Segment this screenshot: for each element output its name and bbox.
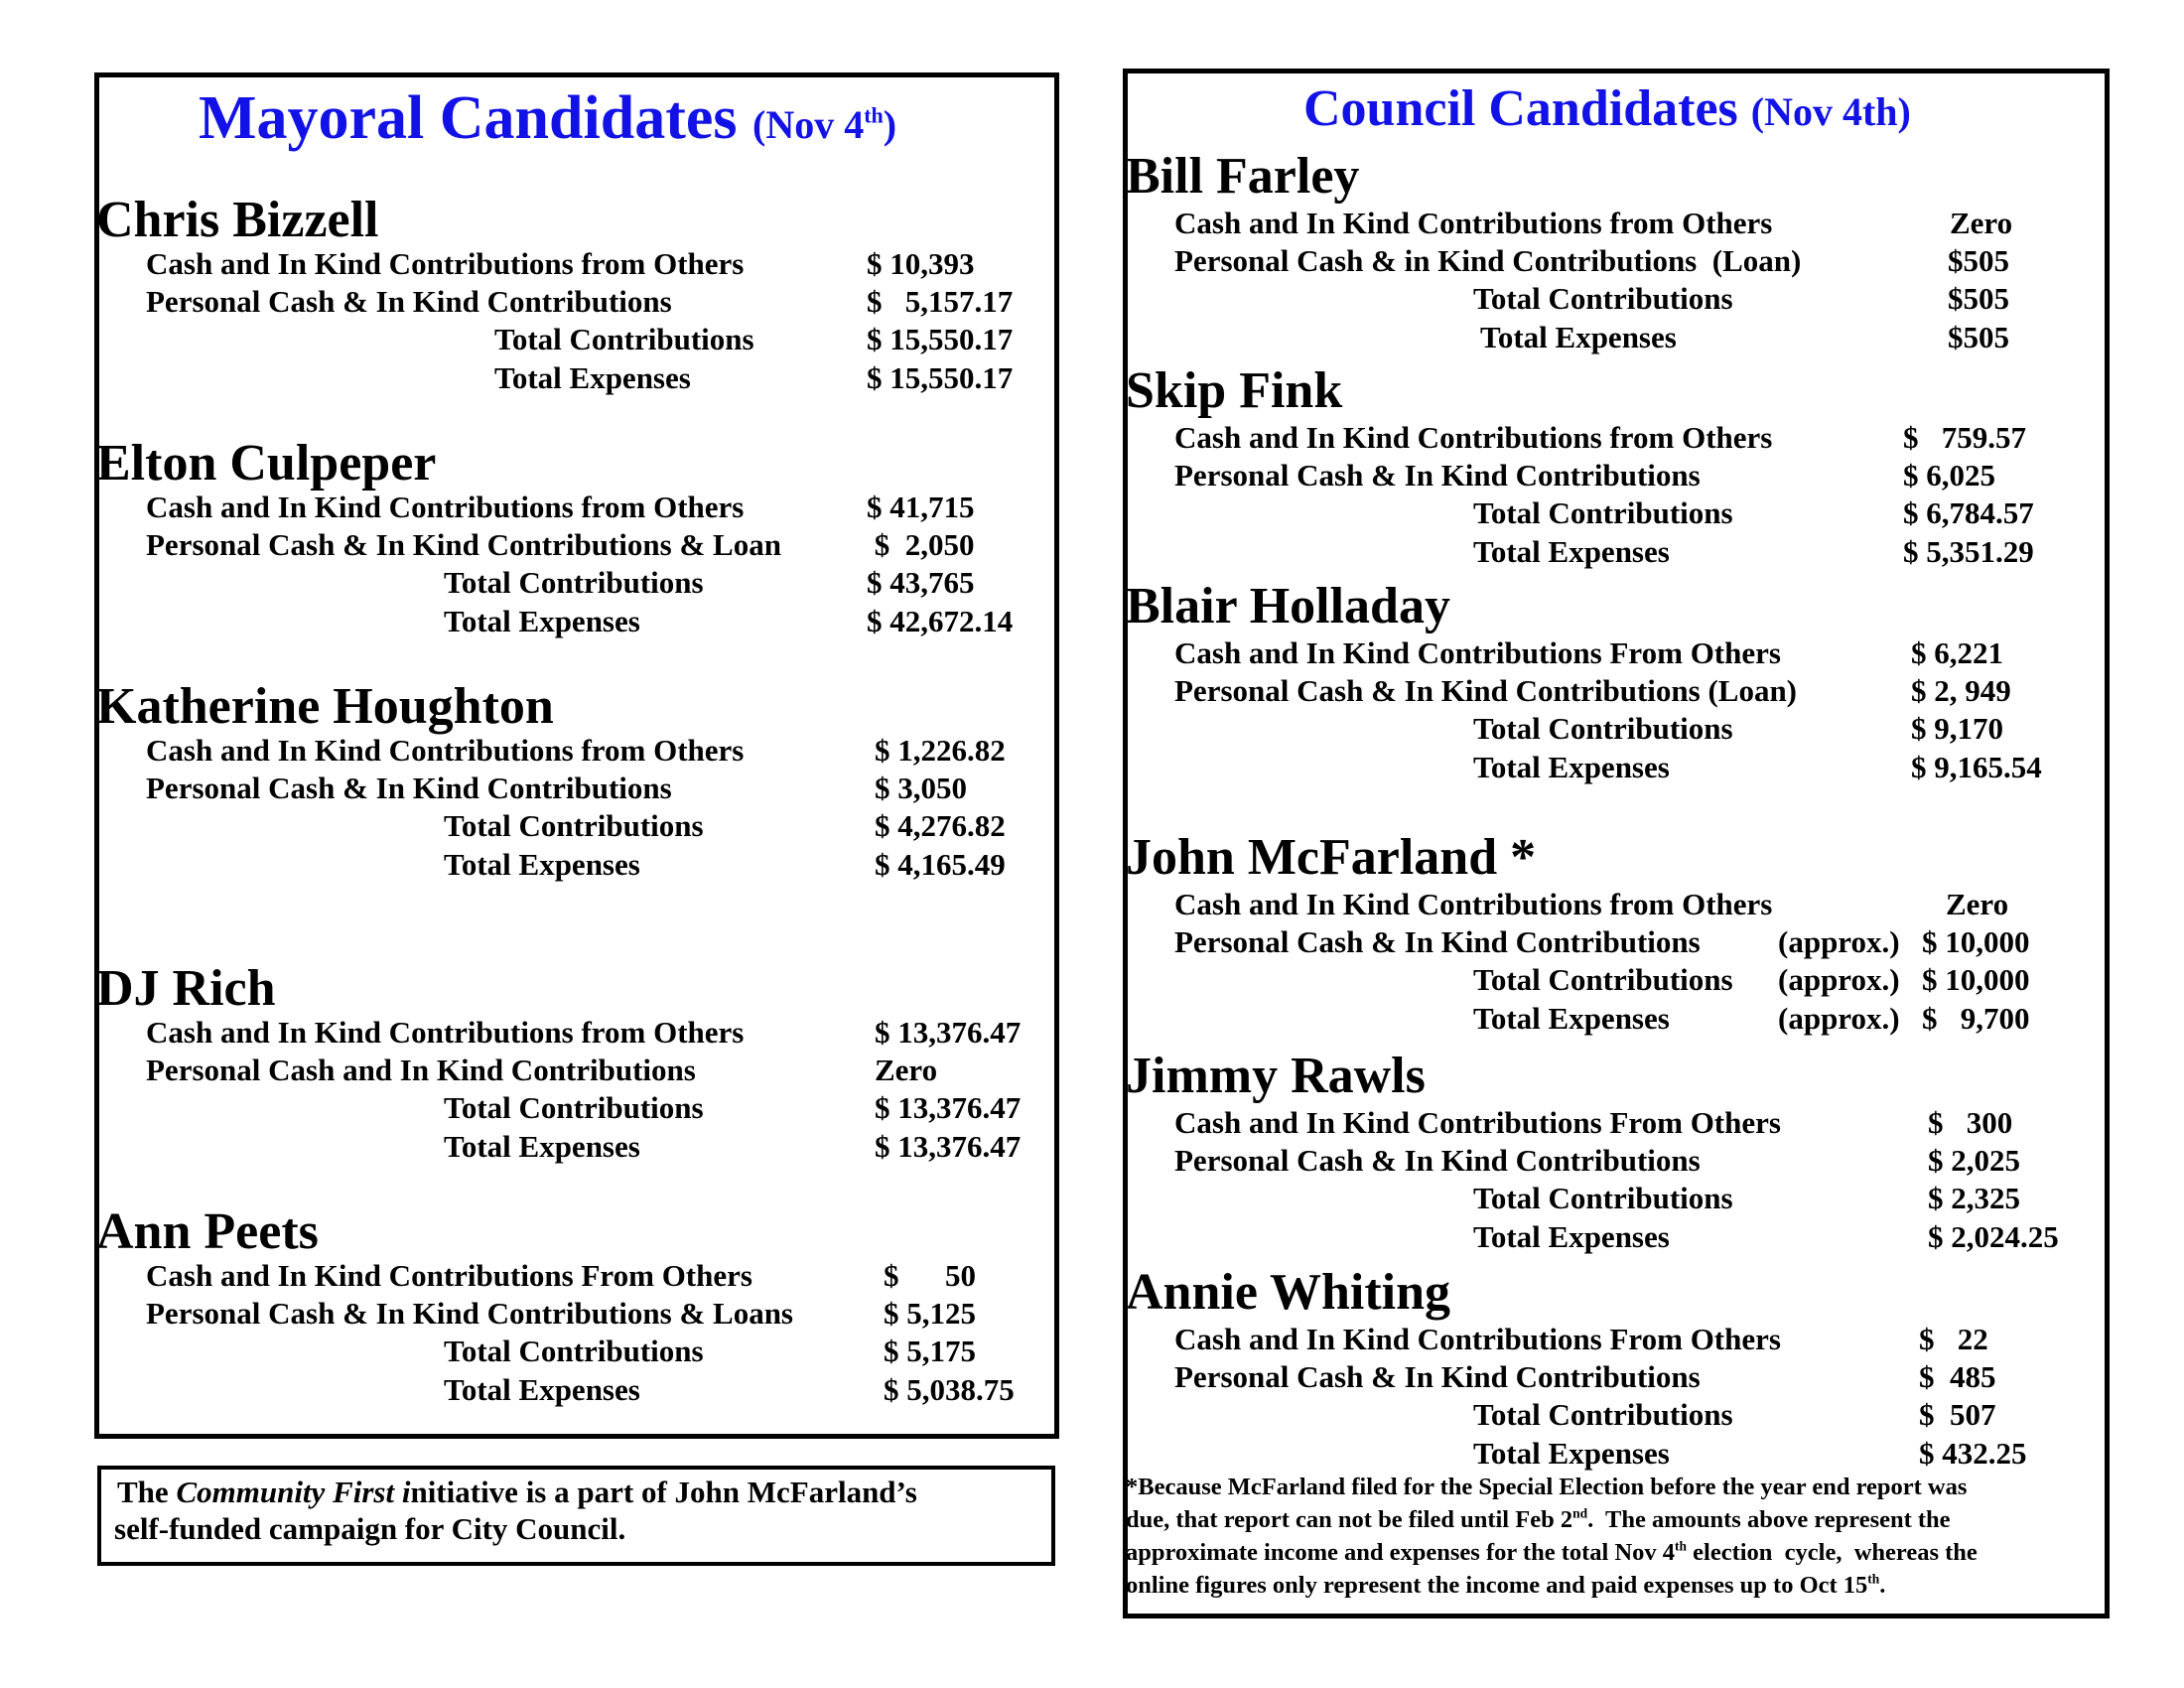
approx-qualifier: (approx.)	[1778, 924, 1900, 959]
finance-value: $ 2,024.25	[1928, 1219, 2059, 1254]
note-line-2: self-funded campaign for City Council.	[114, 1511, 626, 1546]
finance-value: $ 2, 949	[1911, 673, 2011, 708]
candidate-name: Blair Holladay	[1126, 578, 1450, 634]
date-prefix: (Nov 4	[752, 102, 865, 147]
finance-label: Cash and In Kind Contributions from Others	[1174, 206, 1773, 240]
finance-value: $ 3,050	[875, 771, 967, 805]
finance-label: Total Expenses	[1473, 534, 1670, 569]
finance-value: $ 4,276.82	[875, 808, 1006, 843]
finance-label: Total Expenses	[444, 847, 640, 882]
finance-label: Total Expenses	[444, 604, 640, 638]
finance-label: Total Contributions	[1473, 1181, 1733, 1215]
finance-value: $ 507	[1919, 1397, 1996, 1432]
finance-label: Total Contributions	[1473, 281, 1733, 316]
finance-value: $ 485	[1919, 1359, 1996, 1394]
finance-value: $ 13,376.47	[875, 1015, 1022, 1050]
fn3-post: election cycle, whereas the	[1687, 1539, 1978, 1566]
note-post: nitiative is a part of John McFarland’s	[410, 1475, 917, 1509]
finance-value: $ 6,221	[1911, 635, 2003, 670]
finance-value: $ 5,038.75	[884, 1372, 1015, 1407]
fn4-pre: online figures only represent the income and paid expenses up to Oct 15	[1126, 1572, 1868, 1599]
finance-value: $ 6,784.57	[1903, 495, 2034, 530]
finance-value: $ 10,000	[1922, 924, 2030, 959]
finance-label: Total Expenses	[494, 360, 691, 395]
mayoral-title-date	[752, 102, 896, 147]
finance-value: $ 41,715	[867, 490, 975, 524]
finance-value: $ 9,700	[1922, 1001, 2030, 1036]
finance-value: $ 9,165.54	[1911, 750, 2042, 784]
note-italic: Community First i	[176, 1475, 411, 1509]
finance-value: $ 5,351.29	[1903, 534, 2034, 569]
finance-label: Cash and In Kind Contributions from Others	[146, 246, 745, 281]
finance-value: Zero	[1950, 206, 2013, 240]
candidate-name: Jimmy Rawls	[1126, 1048, 1426, 1104]
footnote-line-2	[1126, 1505, 1951, 1533]
finance-value: $ 9,170	[1911, 711, 2003, 746]
finance-label: Total Expenses	[444, 1372, 640, 1407]
candidate-name: Skip Fink	[1126, 362, 1343, 419]
candidate-name: Bill Farley	[1126, 148, 1360, 205]
finance-value: $ 15,550.17	[867, 322, 1014, 356]
finance-value: $ 5,157.17	[867, 284, 1014, 319]
finance-value: $ 42,672.14	[867, 604, 1014, 638]
finance-label: Cash and In Kind Contributions From Others	[1174, 1105, 1781, 1140]
finance-label: Total Expenses	[1480, 320, 1677, 354]
finance-label: Cash and In Kind Contributions from Others	[146, 733, 745, 768]
finance-value: $505	[1948, 281, 2009, 316]
mayoral-title	[199, 84, 897, 152]
finance-value: Zero	[875, 1053, 938, 1087]
council-title-text: Council Candidates	[1303, 80, 1738, 137]
finance-value: $ 5,125	[884, 1296, 976, 1331]
mayoral-title-text: Mayoral Candidates	[199, 84, 738, 152]
finance-label: Cash and In Kind Contributions from Others	[1174, 420, 1773, 455]
finance-label: Personal Cash & In Kind Contributions (Loan)	[1174, 673, 1798, 708]
fn3-pre: approximate income and expenses for the total Nov 4	[1126, 1539, 1676, 1566]
finance-label: Total Expenses	[1473, 1001, 1670, 1036]
fn4-post: .	[1879, 1572, 1886, 1599]
candidate-name: Elton Culpeper	[96, 435, 437, 492]
finance-value: $505	[1948, 243, 2009, 278]
fn2-sup: nd	[1572, 1505, 1588, 1521]
approx-qualifier: (approx.)	[1778, 1001, 1900, 1036]
finance-value: $ 15,550.17	[867, 360, 1014, 395]
finance-label: Total Contributions	[494, 322, 754, 356]
finance-label: Total Contributions	[1473, 711, 1733, 746]
finance-value: $ 4,165.49	[875, 847, 1006, 882]
finance-label: Personal Cash & In Kind Contributions	[1174, 1143, 1701, 1178]
finance-label: Total Expenses	[1473, 1219, 1670, 1254]
finance-value: $ 300	[1928, 1105, 2013, 1140]
finance-label: Personal Cash & In Kind Contributions	[1174, 1359, 1701, 1394]
finance-value: $ 13,376.47	[875, 1090, 1022, 1125]
finance-value: $ 432.25	[1919, 1436, 2027, 1471]
candidate-name: Katherine Houghton	[96, 678, 554, 735]
footnote-line-3	[1126, 1538, 1978, 1566]
finance-label: Personal Cash & In Kind Contributions & Loan	[146, 527, 781, 562]
finance-label: Personal Cash & In Kind Contributions & Loans	[146, 1296, 793, 1331]
finance-label: Total Contributions	[444, 565, 704, 600]
finance-value: $ 2,325	[1928, 1181, 2020, 1215]
finance-value: $ 22	[1919, 1322, 1988, 1356]
finance-value: $ 5,175	[884, 1334, 976, 1368]
finance-value: $ 2,050	[867, 527, 975, 562]
finance-label: Total Expenses	[1473, 1436, 1670, 1471]
fn3-sup: th	[1675, 1538, 1688, 1554]
finance-label: Total Expenses	[444, 1129, 640, 1164]
finance-value: $ 50	[884, 1258, 976, 1293]
finance-value: $ 1,226.82	[875, 733, 1006, 768]
finance-value: Zero	[1946, 887, 2009, 921]
candidate-name: Ann Peets	[96, 1203, 319, 1260]
fn4-sup: th	[1867, 1571, 1880, 1587]
finance-label: Total Contributions	[444, 1334, 704, 1368]
approx-qualifier: (approx.)	[1778, 962, 1900, 997]
finance-value: $ 43,765	[867, 565, 975, 600]
finance-label: Cash and In Kind Contributions from Others	[146, 1015, 745, 1050]
fn2-pre: due, that report can not be filed until Feb 2	[1126, 1506, 1573, 1533]
candidate-name: Annie Whiting	[1126, 1264, 1451, 1321]
finance-label: Total Contributions	[444, 1090, 704, 1125]
finance-label: Personal Cash and In Kind Contributions	[146, 1053, 696, 1087]
date-suffix: )	[883, 102, 897, 147]
candidate-name: John McFarland *	[1126, 829, 1537, 886]
finance-value: $ 10,393	[867, 246, 975, 281]
candidate-name: Chris Bizzell	[96, 192, 379, 248]
finance-label: Total Contributions	[1473, 962, 1733, 997]
finance-label: Cash and In Kind Contributions from Others	[146, 490, 745, 524]
finance-label: Personal Cash & In Kind Contributions	[1174, 924, 1701, 959]
finance-value: $ 10,000	[1922, 962, 2030, 997]
finance-label: Total Contributions	[1473, 1397, 1733, 1432]
note-line-1	[117, 1477, 917, 1507]
fn2-post: . The amounts above represent the	[1587, 1506, 1951, 1533]
finance-label: Total Contributions	[1473, 495, 1733, 530]
candidate-name: DJ Rich	[96, 960, 276, 1017]
finance-label: Cash and In Kind Contributions From Others	[1174, 1322, 1781, 1356]
finance-value: $ 6,025	[1903, 458, 1995, 492]
finance-label: Personal Cash & in Kind Contributions (Loan)	[1174, 243, 1802, 278]
note-pre: The	[117, 1475, 177, 1509]
finance-label: Cash and In Kind Contributions from Others	[1174, 887, 1773, 921]
finance-label: Personal Cash & In Kind Contributions	[1174, 458, 1701, 492]
finance-value: $ 759.57	[1903, 420, 2026, 455]
finance-value: $505	[1948, 320, 2009, 354]
finance-value: $ 2,025	[1928, 1143, 2020, 1178]
finance-value: $ 13,376.47	[875, 1129, 1022, 1164]
finance-label: Total Contributions	[444, 808, 704, 843]
footnote-line-4	[1126, 1571, 1886, 1599]
footnote-line-1: *Because McFarland filed for the Special Election before the year end report was	[1126, 1474, 1968, 1500]
finance-label: Cash and In Kind Contributions From Others	[1174, 635, 1781, 670]
council-title	[1303, 80, 1911, 137]
council-title-date: (Nov 4th)	[1750, 89, 1911, 134]
finance-label: Cash and In Kind Contributions From Others	[146, 1258, 752, 1293]
date-sup: th	[864, 102, 884, 128]
finance-label: Personal Cash & In Kind Contributions	[146, 771, 672, 805]
finance-label: Personal Cash & In Kind Contributions	[146, 284, 672, 319]
finance-label: Total Expenses	[1473, 750, 1670, 784]
